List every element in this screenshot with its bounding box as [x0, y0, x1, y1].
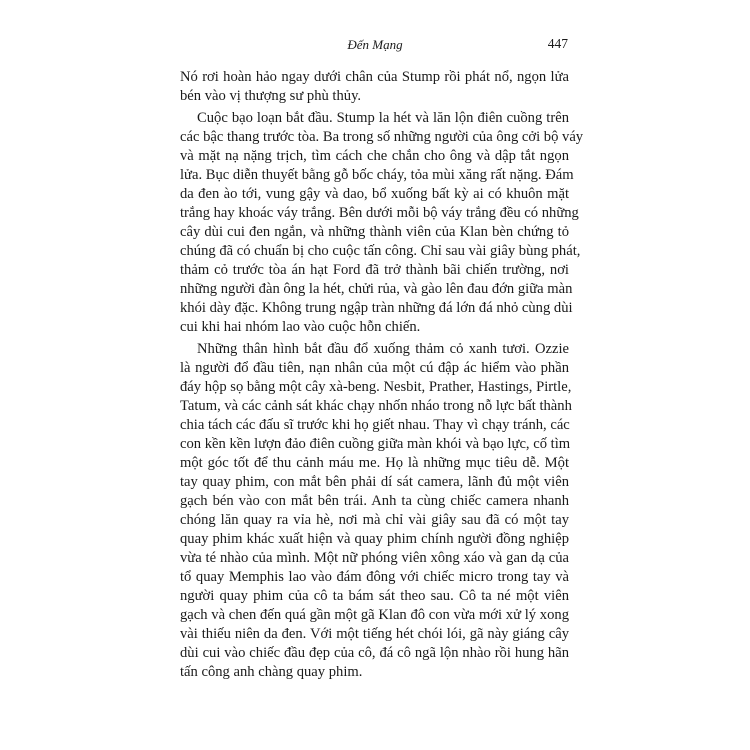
text-line: lửa. Bục diễn thuyết bằng gỗ bốc cháy, tỏa mùi xăng rất nặng. Đám	[180, 167, 574, 183]
text-line: cây dùi cui đen ngắn, và những thành viên của Klan bèn chứng tỏ	[180, 224, 569, 240]
text-line: chia tách các đấu sĩ trước khi họ giết nhau. Thay vì chạy tránh, các	[180, 417, 570, 433]
text-line: Nó rơi hoàn hảo ngay dưới chân của Stump rồi phát nổ, ngọn lửa	[180, 69, 569, 85]
text-line: và mặt nạ nặng trịch, tìm cách che chắn cho ông và dập tắt ngọn	[180, 148, 569, 164]
text-line: những người đàn ông la hét, chửi rủa, và gào lên đau đớn giữa màn	[180, 281, 573, 297]
text-line: tổ quay Memphis lao vào đám đông với chiếc micro trong tay và	[180, 569, 569, 585]
paragraph	[180, 340, 572, 682]
text-line: dùi cui vào chiếc đầu đẹp của cô, đá cô ngã lộn nhào rồi hung hãn	[180, 645, 569, 661]
text-line: trắng hay khoác váy trắng. Bên dưới mỗi bộ váy trắng đều có những	[180, 205, 579, 221]
text-line: chóng lăn quay ra vỉa hè, nơi mà chỉ vài giây sau đã có một tay	[180, 512, 569, 528]
text-line: thảm cỏ trước tòa án hạt Ford đã trở thành bãi chiến trường, nơi	[180, 262, 569, 278]
text-line: vừa té nhào của mình. Một nữ phóng viên xông xáo và gan dạ của	[180, 550, 569, 566]
text-line: một góc tốt để thu cảnh máu me. Họ là những mục tiêu dễ. Một	[180, 455, 569, 471]
text-line: tấn công anh chàng quay phim.	[180, 664, 363, 680]
text-line: cui khi hai nhóm lao vào cuộc hỗn chiến.	[180, 319, 421, 335]
text-line: đáy hộp sọ bằng một cây xà-beng. Nesbit, Prather, Hastings, Pirtle,	[180, 379, 572, 395]
text-line: con kền kền lượn đảo điên cuồng giữa màn khói và bạo lực, cố tìm	[180, 436, 571, 452]
text-line: gạch bén vào con mắt bên trái. Anh ta cùng chiếc camera nhanh	[180, 493, 569, 509]
text-line: Những thân hình bắt đầu đổ xuống thảm cỏ xanh tươi. Ozzie	[197, 341, 569, 357]
text-line: vài thiếu niên da đen. Với một tiếng hét chói lói, gã này giáng cây	[180, 626, 569, 642]
text-line: bén vào vị thượng sư phù thủy.	[180, 88, 362, 104]
text-line: quay phim khác xuất hiện và quay phim chính người đồng nghiệp	[180, 531, 569, 547]
paragraph	[180, 68, 569, 106]
paragraph	[180, 109, 584, 337]
page-number: 447	[547, 36, 568, 51]
text-line: Tatum, và các cảnh sát khác chạy nhốn nháo trong nỗ lực bất thành	[180, 398, 572, 414]
text-line: da đen ào tới, vung gậy và dao, bổ xuống bất kỳ ai có khuôn mặt	[180, 186, 569, 202]
running-header-title: Đến Mạng	[347, 37, 403, 52]
text-line: các bậc thang trước tòa. Ba trong số những người của ông cởi bộ váy	[180, 129, 584, 145]
text-line: tay quay phim, con mắt bên phải dí sát camera, lãnh đủ một viên	[180, 474, 569, 490]
text-line: Cuộc bạo loạn bắt đầu. Stump la hét và lăn lộn điên cuồng trên	[197, 110, 569, 126]
text-line: khói dày đặc. Không trung ngập tràn những đá lớn đá nhỏ cùng dùi	[180, 300, 573, 316]
text-line: chúng đã có chuẩn bị cho cuộc tấn công. Chỉ sau vài giây bùng phát,	[180, 243, 581, 259]
text-line: là người đổ đầu tiên, nạn nhân của một cú đập ác hiểm vào phần	[180, 360, 569, 376]
text-line: người quay phim của cô ta bám sát theo sau. Cô ta né một viên	[180, 588, 569, 604]
page-body	[180, 68, 584, 685]
text-line: gạch và chen đến quá gần một gã Klan đô con vừa mới xử lý xong	[180, 607, 569, 623]
